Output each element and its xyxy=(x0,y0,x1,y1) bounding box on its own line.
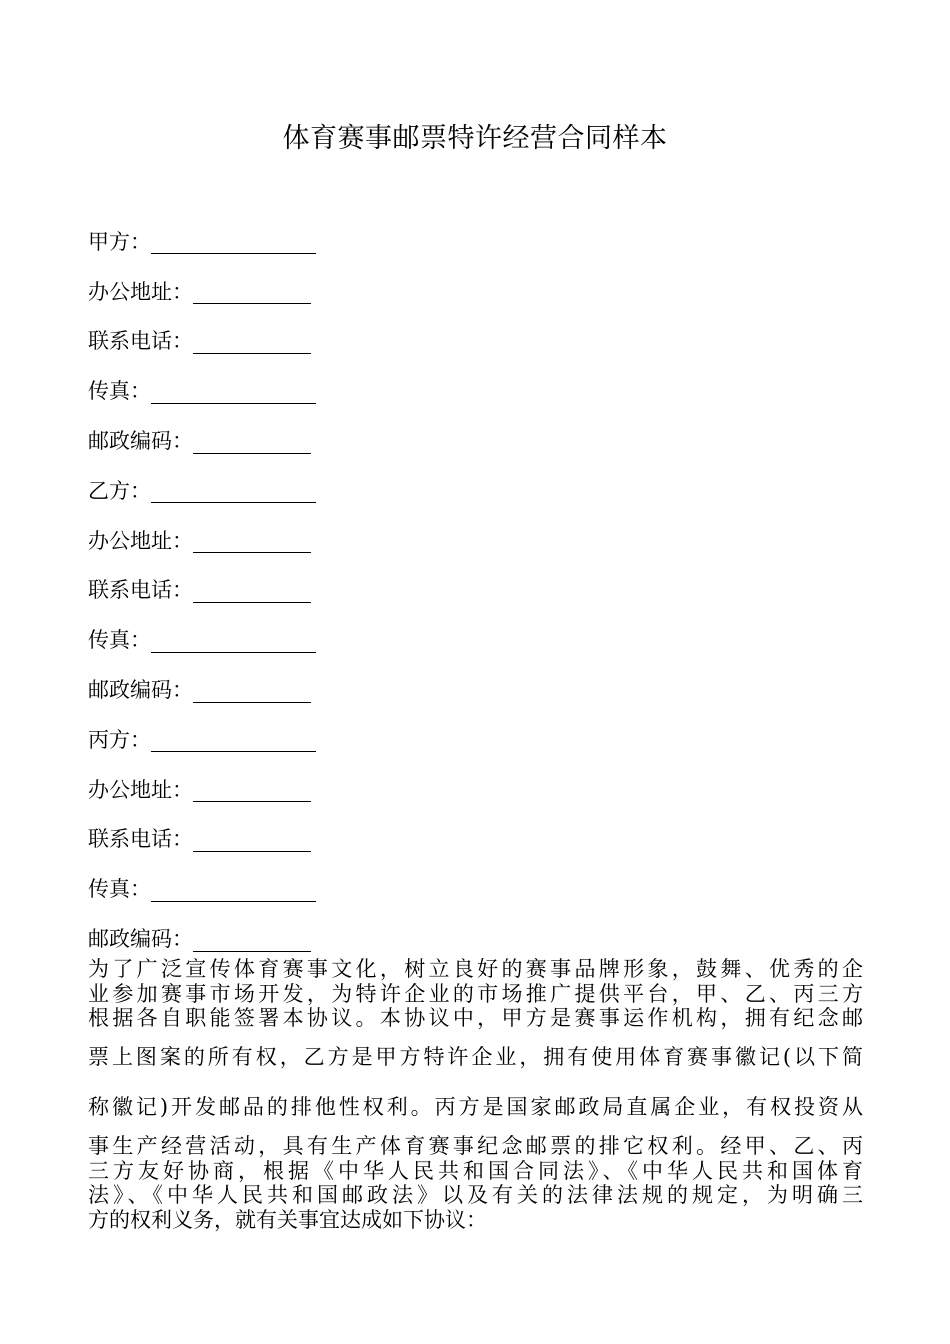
paragraph-line: 业参加赛事市场开发，为特许企业的市场推广提供平台，甲、乙、丙三方 xyxy=(88,981,863,1006)
party-c-name-field xyxy=(88,714,316,764)
fill-in-blank xyxy=(193,931,311,952)
paragraph-line: 方的权利义务，就有关事宜达成如下协议： xyxy=(88,1207,487,1232)
party-b-address-field xyxy=(88,515,316,565)
party-b-fax-field xyxy=(88,614,316,664)
party-b-phone-field xyxy=(88,565,316,615)
fill-in-blank xyxy=(193,831,311,852)
field-label: 乙方： xyxy=(88,478,151,503)
fill-in-blank xyxy=(151,731,316,752)
fill-in-blank xyxy=(151,233,316,254)
fill-in-blank xyxy=(193,333,311,354)
field-label: 甲方： xyxy=(88,229,151,254)
fill-in-blank xyxy=(151,881,316,902)
party-c-postcode-field xyxy=(88,913,316,963)
party-a-fax-field xyxy=(88,365,316,415)
field-label: 办公地址： xyxy=(88,528,193,553)
field-label: 联系电话： xyxy=(88,329,193,354)
party-a-address-field xyxy=(88,266,316,316)
party-a-postcode-field xyxy=(88,415,316,465)
paragraph-line: 称徽记)开发邮品的排他性权利。丙方是国家邮政局直属企业，有权投资从 xyxy=(88,1095,863,1120)
field-label: 邮政编码： xyxy=(88,429,193,454)
field-label: 邮政编码： xyxy=(88,927,193,952)
paragraph-line: 为了广泛宣传体育赛事文化，树立良好的赛事品牌形象，鼓舞、优秀的企 xyxy=(88,957,863,981)
field-label: 办公地址： xyxy=(88,777,193,802)
paragraph-line: 票上图案的所有权，乙方是甲方特许企业，拥有使用体育赛事徽记(以下简 xyxy=(88,1044,863,1069)
paragraph-line: 事生产经营活动，具有生产体育赛事纪念邮票的排它权利。经甲、乙、丙 xyxy=(88,1133,863,1158)
field-label: 联系电话： xyxy=(88,827,193,852)
party-b-postcode-field xyxy=(88,664,316,714)
party-c-fax-field xyxy=(88,863,316,913)
field-label: 传真： xyxy=(88,877,151,902)
field-label: 丙方： xyxy=(88,727,151,752)
fill-in-blank xyxy=(193,532,311,553)
field-label: 办公地址： xyxy=(88,279,193,304)
paragraph-line: 法》、《中华人民共和国邮政法》以及有关的法律法规的规定，为明确三 xyxy=(88,1183,863,1208)
intro-paragraph xyxy=(88,957,863,1232)
fill-in-blank xyxy=(193,682,311,703)
fill-in-blank xyxy=(193,582,311,603)
fill-in-blank xyxy=(193,781,311,802)
field-label: 邮政编码： xyxy=(88,678,193,703)
party-b-name-field xyxy=(88,465,316,515)
party-c-phone-field xyxy=(88,814,316,864)
paragraph-line: 三方友好协商，根据《中华人民共和国合同法》、《中华人民共和国体育 xyxy=(88,1158,863,1183)
fill-in-blank xyxy=(193,433,311,454)
fill-in-blank xyxy=(151,482,316,503)
party-a-name-field xyxy=(88,216,316,266)
document-title: 体育赛事邮票特许经营合同样本 xyxy=(282,123,668,154)
party-c-address-field xyxy=(88,764,316,814)
party-a-phone-field xyxy=(88,316,316,366)
field-label: 联系电话： xyxy=(88,578,193,603)
fill-in-blank xyxy=(193,283,311,304)
fill-in-blank xyxy=(151,383,316,404)
fill-in-blank xyxy=(151,632,316,653)
paragraph-line: 根据各自职能签署本协议。本协议中，甲方是赛事运作机构，拥有纪念邮 xyxy=(88,1006,863,1031)
field-label: 传真： xyxy=(88,628,151,653)
party-info-fields xyxy=(88,216,316,963)
field-label: 传真： xyxy=(88,379,151,404)
